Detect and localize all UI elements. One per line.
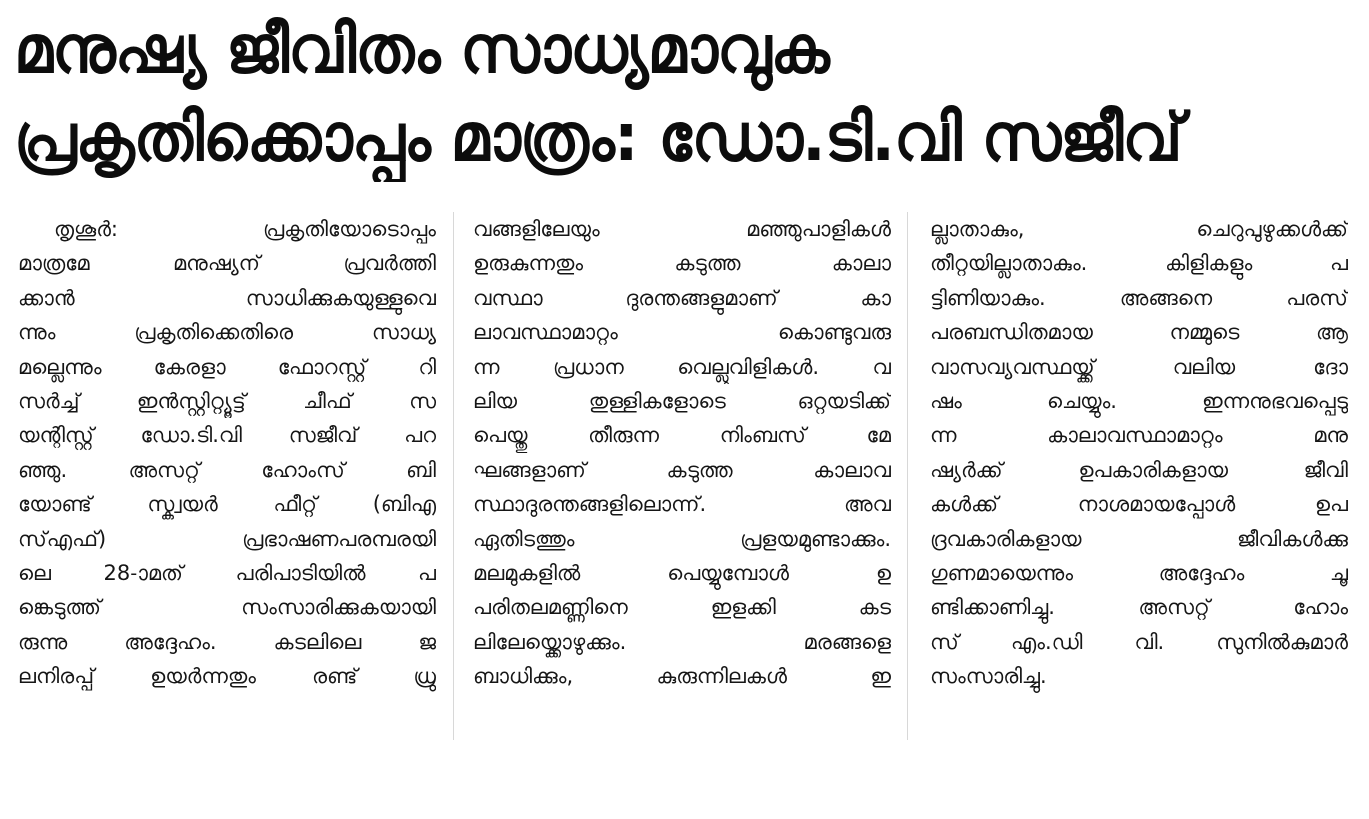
article-line: ഘങ്ങളാണ് കടുത്ത കാലാവ (473, 457, 891, 482)
article-line: ക്കാൻ സാധിക്കുകയുള്ളുവെ (18, 285, 436, 310)
article-line: പരിതലമണ്ണിനെ ഇളക്കി കട (473, 595, 891, 620)
article-line: ഗുണമായെന്നും അദ്ദേഹം ചൂ (930, 560, 1348, 585)
article-line: തീറ്റയില്ലാതാകും. കിളികളും പ (930, 251, 1348, 276)
article-line: ഉരുകുന്നതും കടുത്ത കാലാ (473, 251, 891, 276)
article-line: പരബന്ധിതമായ നമ്മുടെ ആ (930, 320, 1348, 345)
article-line: ലെ 28-ാമത് പരിപാടിയിൽ പ (18, 560, 436, 585)
headline-line-1: മനുഷ്യ ജീവിതം സാധ്യമാവുക (14, 11, 829, 88)
article-line: മലമുകളിൽ പെയ്യുമ്പോൾ ഉ (473, 560, 891, 585)
article-line: ന്നും പ്രകൃതിക്കെതിരെ സാധ്യ (18, 320, 436, 345)
article-line: ഷ്യർക്ക് ഉപകാരികളായ ജീവി (930, 457, 1348, 482)
article-line: ബാധിക്കും, കുരുന്നിലകൾ ഇ (473, 664, 891, 689)
article-line: സ്എഫ്) പ്രഭാഷണപരമ്പരയി (18, 526, 436, 551)
article-line: ദ്രവകാരികളായ ജീവികൾക്കു (930, 526, 1348, 551)
article-column-3 (930, 212, 1348, 693)
article-line: പെയ്തു തീരുന്ന നിംബസ് മേ (473, 423, 891, 448)
article-line: സ്ഥാദുരന്തങ്ങളിലൊന്ന്. അവ (473, 492, 891, 517)
article-line: വസ്ഥാ ദുരന്തങ്ങളുമാണ് കാ (473, 285, 891, 310)
article-line: ന്ന കാലാവസ്ഥാമാറ്റം മനു (930, 423, 1348, 448)
article-line: സംസാരിച്ചു. (930, 664, 1047, 689)
article-line: രുന്നു അദ്ദേഹം. കടലിലെ ജ (18, 629, 436, 654)
article-line: സർച്ച് ഇൻസ്റ്റിറ്റ്യൂട്ട് ചീഫ് സ (18, 388, 436, 413)
article-line: യോണ്ട് സ്ക്വയർ ഫീറ്റ് (ബിഎ (18, 492, 436, 517)
article-line: ഞ്ഞു. അസറ്റ് ഹോംസ് ബി (18, 457, 436, 482)
headline (14, 6, 1354, 182)
article-line: ലിലേയ്ക്കൊഴുക്കും. മരങ്ങളെ (473, 629, 891, 654)
article-line: തൃശൂർ: പ്രകൃതിയോടൊപ്പം (54, 217, 436, 241)
article-line: ലിയ തുള്ളികളോടെ ഒറ്റയടിക്ക് (473, 388, 891, 413)
article-line: ട്ടിണിയാകും. അങ്ങനെ പരസ് (930, 285, 1348, 310)
article-line: സ് എം.ഡി വി. സുനിൽകുമാർ (930, 629, 1348, 654)
article-line: ലാവസ്ഥാമാറ്റം കൊണ്ടുവരു (473, 320, 891, 345)
article-line: യന്റിസ്റ്റ് ഡോ.ടി.വി സജീവ് പറ (18, 423, 436, 448)
article-line: ന്ന പ്രധാന വെല്ലുവിളികൾ. വ (473, 354, 891, 379)
article-line: ങ്കെടുത്ത് സംസാരിക്കുകയായി (18, 595, 436, 620)
headline-line-2: പ്രകൃതിക്കൊപ്പം മാത്രം: ഡോ.ടി.വി സജീവ് (14, 99, 1182, 176)
article-line: ഏതിടത്തും പ്രളയമുണ്ടാക്കും. (473, 526, 891, 551)
article-line: ലനിരപ്പ് ഉയർന്നതും രണ്ട് ധ്രു (18, 664, 436, 689)
article-column-1 (18, 212, 436, 693)
article-line: മാത്രമേ മനുഷ്യന് പ്രവർത്തി (18, 251, 436, 276)
article-line: ഷം ചെയ്യും. ഇന്നനുഭവപ്പെടു (930, 388, 1348, 413)
article-line: കൾക്ക് നാശമായപ്പോൾ ഉപ (930, 492, 1348, 517)
article-line: വാസവ്യവസ്ഥയ്ക്ക് വലിയ ദോ (930, 354, 1348, 379)
article-body (18, 212, 1356, 772)
article-line: മല്ലെന്നും കേരളാ ഫോറസ്റ്റ് റി (18, 354, 436, 379)
article-line: ണ്ടിക്കാണിച്ചു. അസറ്റ് ഹോം (930, 595, 1348, 620)
article-line: ല്ലാതാകും, ചെറുപുഴുക്കൾക്ക് (930, 217, 1348, 241)
article-line: വങ്ങളിലേയും മഞ്ഞുപാളികൾ (473, 217, 891, 241)
article-column-2 (473, 212, 891, 693)
